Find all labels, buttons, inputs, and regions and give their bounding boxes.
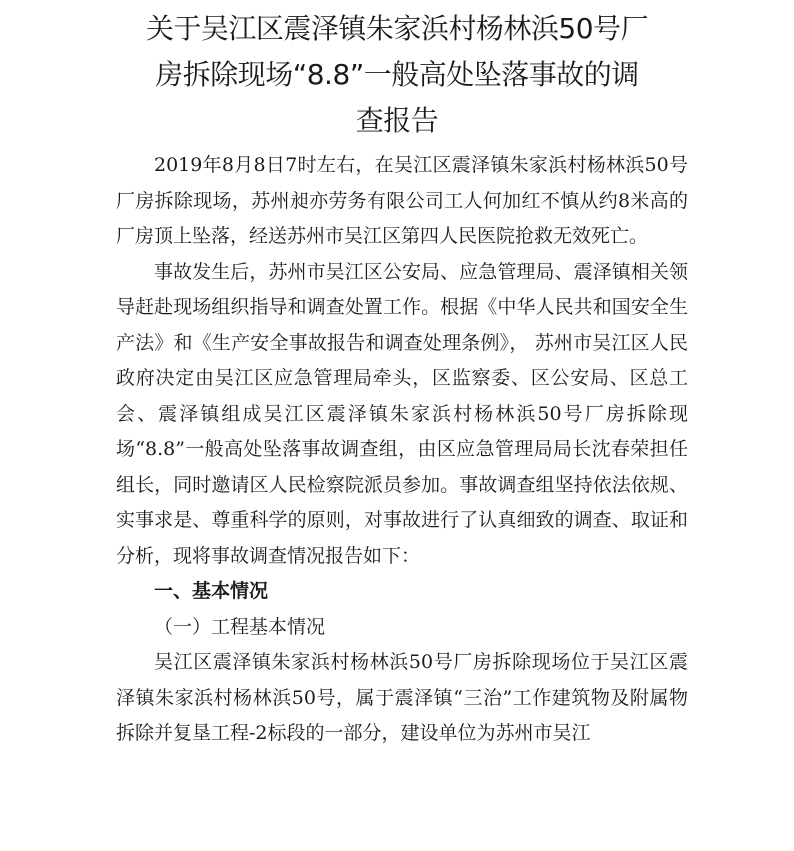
title-line-1: 关于吴江区震泽镇朱家浜村杨林浜50号厂 xyxy=(145,12,649,45)
paragraph-investigation-setup: 事故发生后，苏州市吴江区公安局、应急管理局、震泽镇相关领导赶赴现场组织指导和调查处置工作。根据《中华人民共和国安全生产法》和《生产安全事故报告和调查处理条例》， 苏州市吴江区人民政府决定由吴江区应急管理局牵头，区监察委、区公安局、区总工会、震泽镇组成吴江区震泽镇朱家浜村杨林浜50号厂房拆除现场“8.8”一般高处坠落事故调查组，由区应急管理局局长沈春荣担任组长，同时邀请区人民检察院派员参加。事故调查组坚持依法依规、实事求是、尊重科学的原则，对事故进行了认真细致的调查、取证和分析，现将事故调查情况报告如下： xyxy=(116,260,688,567)
paragraph-project-info: 吴江区震泽镇朱家浜村杨林浜50号厂房拆除现场位于吴江区震泽镇朱家浜村杨林浜50号，属于震泽镇“三治”工作建筑物及附属物拆除并复垦工程-2标段的一部分，建设单位为苏州市吴江 xyxy=(116,651,688,744)
subsection-heading-project-info: （一）工程基本情况 xyxy=(154,615,326,638)
document-title xyxy=(110,6,684,144)
title-line-2: 房拆除现场“8.8”一般高处坠落事故的调 xyxy=(155,58,639,91)
paragraph-incident-summary: 2019年8月8日7时左右，在吴江区震泽镇朱家浜村杨林浜50号厂房拆除现场，苏州昶亦劳务有限公司工人何加红不慎从约8米高的厂房顶上坠落，经送苏州市吴江区第四人民医院抢救无效死亡。 xyxy=(116,154,688,247)
document-body xyxy=(116,148,688,752)
section-heading-basic-info: 一、基本情况 xyxy=(154,580,269,602)
title-line-3: 查报告 xyxy=(355,104,439,137)
